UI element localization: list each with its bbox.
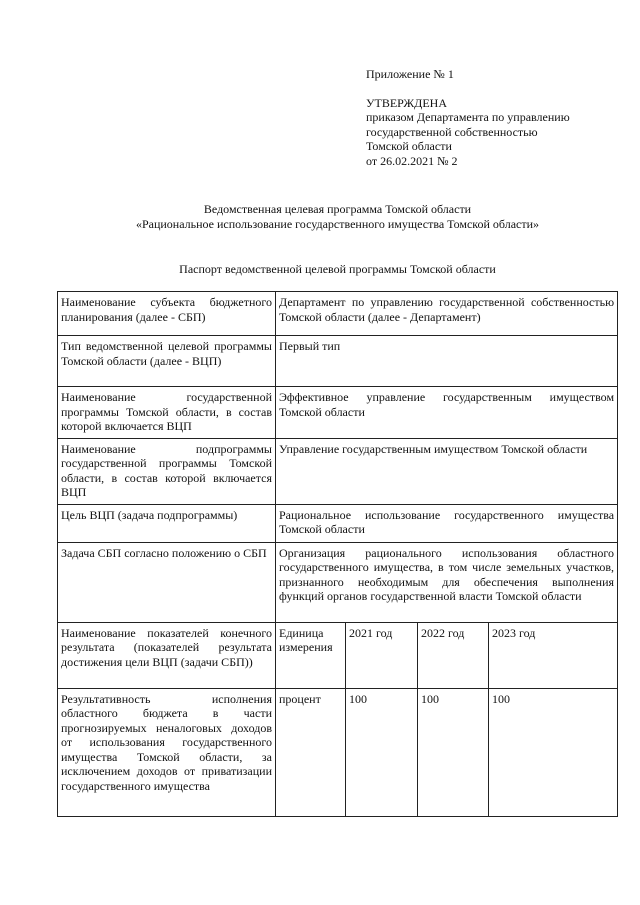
indicator-2021-value: 100 xyxy=(346,688,418,816)
year-2021-header: 2021 год xyxy=(346,622,418,688)
indicator-2022-value: 100 xyxy=(418,688,489,816)
table-row xyxy=(58,292,618,336)
year-2023-header: 2023 год xyxy=(489,622,618,688)
indicator-unit: процент xyxy=(276,688,346,816)
approval-order-line: государственной собственностью xyxy=(366,124,538,139)
indicators-header-label: Наименование показателей конечного результата (показателей результата достижения цели ВЦП (задачи СБП)) xyxy=(58,622,276,688)
year-2022-header: 2022 год xyxy=(418,622,489,688)
appendix-number: Приложение № 1 xyxy=(366,67,454,81)
program-title xyxy=(60,202,615,231)
unit-header: Единица измерения xyxy=(276,622,346,688)
row-label: Наименование подпрограммы государственной программы Томской области, в состав которой включается ВЦП xyxy=(58,438,276,504)
passport-title: Паспорт ведомственной целевой программы Томской области xyxy=(179,262,496,276)
row-value: Рациональное использование государственного имущества Томской области xyxy=(276,504,618,542)
approval-order-line: Томской области xyxy=(366,139,452,153)
indicator-row xyxy=(58,688,618,816)
table-row xyxy=(58,504,618,542)
row-label: Тип ведомственной целевой программы Томской области (далее - ВЦП) xyxy=(58,336,276,387)
row-value: Эффективное управление государственным имуществом Томской области xyxy=(276,387,618,439)
table-row xyxy=(58,387,618,439)
indicator-2023-value: 100 xyxy=(489,688,618,816)
row-label: Цель ВЦП (задача подпрограммы) xyxy=(58,504,276,542)
row-label: Наименование субъекта бюджетного планирования (далее - СБП) xyxy=(58,292,276,336)
spacer xyxy=(366,82,626,96)
approval-block xyxy=(366,67,626,168)
row-value: Управление государственным имуществом Томской области xyxy=(276,438,618,504)
table-row xyxy=(58,336,618,387)
row-value: Департамент по управлению государственной собственностью Томской области (далее - Департамент) xyxy=(276,292,618,336)
approval-order-line: приказом Департамента по управлению xyxy=(366,110,570,124)
passport-table xyxy=(57,291,618,817)
table-row xyxy=(58,438,618,504)
program-title-line: Ведомственная целевая программа Томской области xyxy=(203,202,472,216)
approval-order-date: от 26.02.2021 № 2 xyxy=(366,153,458,168)
row-label: Задача СБП согласно положению о СБП xyxy=(58,542,276,622)
program-title-line: «Рациональное использование государственного имущества Томской области» xyxy=(135,216,540,231)
approved-stamp-text: УТВЕРЖДЕНА xyxy=(366,95,448,110)
row-label: Наименование государственной программы Томской области, в состав которой включается ВЦП xyxy=(58,387,276,439)
table-row xyxy=(58,542,618,622)
indicators-header-row xyxy=(58,622,618,688)
row-value: Организация рационального использования областного государственного имущества, в том числе земельных участков, признанного необходимым для обеспечения выполнения функций органов государственной власти Томской области xyxy=(276,542,618,622)
row-value: Первый тип xyxy=(276,336,618,387)
indicator-label: Результативность исполнения областного бюджета в части прогнозируемых неналоговых доходов от использования государственного имущества Томской области, за исключением доходов от приватизации государственного имущества xyxy=(58,688,276,816)
